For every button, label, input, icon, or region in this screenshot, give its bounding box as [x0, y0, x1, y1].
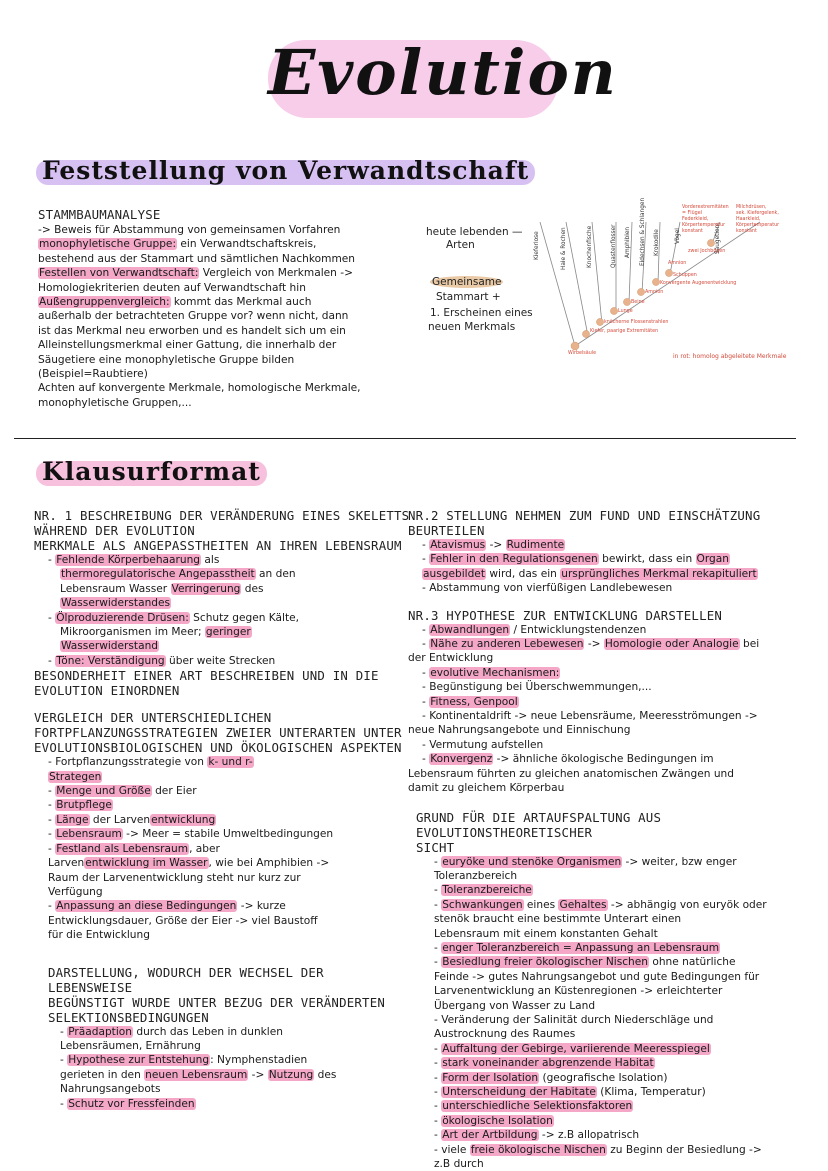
note-stammart: Stammart + — [436, 291, 501, 303]
taxon-5: Eidechsen & Schlangen — [640, 197, 646, 266]
cladogram — [420, 196, 815, 372]
taxon-1: Haie & Rochen — [561, 227, 567, 270]
right-column — [408, 508, 812, 1171]
section-heading-klausurformat: Klausurformat — [36, 457, 267, 486]
title-area — [268, 32, 618, 122]
dar-list: - Präadaption durch das Leben in dunklen Lebensräumen, Ernährung - Hypothese zur Entstehung: Nymphenstadien gerieten in den neuen Lebensraum -> Nutzung des Nahrungsangebots - Schutz vor Fressfeinden — [60, 1025, 337, 1110]
stammbaum-block — [38, 207, 408, 410]
mammal-trait-4: konstant — [736, 229, 757, 234]
trait-5: Amnion — [645, 290, 664, 295]
page-title: Evolution — [268, 36, 618, 109]
note-arten: Arten — [446, 239, 475, 251]
taxon-0: Kieferlose — [534, 231, 540, 260]
nr3-list: - Abwandlungen / Entwicklungstendenzen - Nähe zu anderen Lebewesen -> Homologie oder Analogie bei der Entwicklung - evolutive Mechanismen: - Begünstigung bei Überschwemmungen,... - Fitness, Genpool - Kontinentaldrift -> neue Lebensräume, Meeresströmungen -> neue Nahrungsangebote und Einnischung - Vermutung aufstellen - Konvergenz -> ähnliche ökologische Bedingungen im Lebensraum führten zu gleichen anatomischen Zwängen und damit zu gleichem Körperbau — [408, 623, 760, 795]
note-gemeinsame: Gemeinsame — [432, 276, 502, 288]
section-heading-verwandtschaft: Feststellung von Verwandtschaft — [36, 156, 535, 185]
note-erscheinen: 1. Erscheinen eines — [430, 307, 533, 319]
trait-4: Beine — [631, 300, 645, 305]
trait-amnion: Amnion — [668, 261, 687, 266]
bird-trait-4: konstant — [682, 229, 703, 234]
grund-list: - euryöke und stenöke Organismen -> weiter, bzw enger Toleranzbereich - Toleranzbereiche - Schwankungen eines Gehaltes -> abhängig von euryök oder stenök braucht eine bestimmte Unterart einen Lebensraum mit einem konstanten Gehalt - enger Toleranzbereich = Anpassung an Lebensraum - Besiedlung freier ökologischer Nischen ohne natürliche Feinde -> gutes Nahrungsangebot und gute Bedingungen für Larvenentwicklung an Küstenregionen -> erleichterter Übergang von Wasser zu Land - Veränderung der Salinität durch Niederschläge und Austrocknung des Raumes - Auffaltung der Gebirge, variierende Meeresspiegel - stark voneinander abgrenzende Habitat - Form der Isolation (geografische Isolation) - Unterscheidung der Habitate (Klima, Temperatur) - unterschiedliche Selektionsfaktoren - ökologische Isolation - Art der Artbildung -> z.B allopatrisch - viele freie ökologische Nischen zu Beginn der Besiedlung -> z.B durch — [434, 855, 767, 1171]
taxon-3: Quastenflosser — [611, 224, 617, 268]
taxon-2: Knochenfische — [587, 225, 593, 268]
trait-0: Wirbelsäule — [568, 351, 597, 356]
taxon-4: Amphibien — [625, 226, 631, 258]
mammal-trait-2: Haarkleid, — [736, 217, 761, 222]
note-heute: heute lebenden — — [426, 226, 523, 238]
bird-trait-3: Körpertemperatur — [682, 223, 726, 228]
bird-trait-0: Vorderextremitäten — [682, 205, 729, 210]
nr3-title: NR.3 HYPOTHESE ZUR ENTWICKLUNG DARSTELLEN — [408, 607, 723, 623]
nr2-title: NR.2 STELLUNG NEHMEN ZUM FUND UND EINSCHÄTZUNG BEURTEILEN — [408, 508, 761, 538]
stammbaum-text: -> Beweis für Abstammung von gemeinsamen Vorfahren monophyletische Gruppe: ein Verwandtschaftskreis, bestehend aus der Stammart und sämtlichen Nachkommen Festellen von Verwandtschaft: Vergleich von Merkmalen -> Homologiekriterien deuten auf Verwandtschaft hin Außengruppenvergleich: kommt das Merkmal auch außerhalb der betrachteten Gruppe vor? wenn nicht, dann ist das Merkmal neu erworben und es handelt sich um ein Alleinstellungsmerkmal einer Gattung, die innerhalb der Säugetiere eine monophyletische Gruppe bilden (Beispiel=Raubtiere) Achten auf konvergente Merkmale, homologische Merkmale, monophyletische Gruppen,... — [38, 224, 361, 409]
taxon-7: Vögel — [675, 228, 681, 244]
trait-1: Kiefer, paarige Extremitäten — [590, 329, 659, 334]
taxon-6: Krokodile — [654, 229, 660, 256]
nr1-list: - Fehlende Körperbehaarung als thermoregulatorische Angepasstheit an den Lebensraum Wasser Verringerung des Wasserwiderstandes - Ölproduzierende Drüsen: Schutz gegen Kälte, Mikroorganismen im Meer; geringer Wasserwiderstand - Töne: Verständigung über weite Strecken — [48, 554, 300, 667]
cladogram-tree — [420, 196, 815, 372]
mammal-trait-3: Körpertemperatur — [736, 223, 780, 228]
trait-7: Schuppen — [673, 273, 697, 278]
note-merkmal: neuen Merkmals — [428, 321, 516, 333]
cladogram-caption: in rot: homolog abgeleitete Merkmale — [673, 353, 787, 360]
nr2-list: - Atavismus -> Rudimente - Fehler in den Regulationsgenen bewirkt, dass ein Organ ausgebildet wird, das ein ursprüngliches Merkmal rekapituliert - Abstammung von vierfüßigen Landlebewesen — [422, 539, 757, 595]
bird-trait-1: = Flügel — [682, 211, 703, 216]
left-column — [34, 508, 410, 1111]
bird-trait-2: Federkleid, — [682, 217, 709, 222]
trait-6: Konvergente Augenentwicklung — [660, 281, 737, 286]
cmp-list: - Fortpflanzungsstrategie von k- und r- Strategen - Menge und Größe der Eier - Brutpflege - Länge der Larvenentwicklung - Lebensraum -> Meer = stabile Umweltbedingungen - Festland als Lebensraum, aber Larvenentwicklung im Wasser, wie bei Amphibien -> Raum der Larvenentwicklung steht nur kurz zur Verfügung - Anpassung an diese Bedingungen -> kurze Entwicklungsdauer, Größe der Eier -> viel Baustoff für die Entwicklung — [48, 756, 334, 942]
cmp-title: VERGLEICH DER UNTERSCHIEDLICHEN FORTPFLANZUNGSSTRATEGIEN ZWEIER UNTERARTEN UNTER EVOLUTIONSBIOLOGISCHEN UND ÖKOLOGISCHEN ASPEKTEN — [34, 710, 402, 756]
nr1-title: NR. 1 BESCHREIBUNG DER VERÄNDERUNG EINES SKELETTS WÄHREND DER EVOLUTION MERKMALE ALS ANGEPASSTHEITEN AN IHREN LEBENSRAUM — [34, 508, 410, 553]
trait-2: knöcherne Flossenstrahlen — [604, 320, 669, 325]
nr1-extra-title: BESONDERHEIT EINER ART BESCHREIBEN UND IN DIE EVOLUTION EINORDNEN — [34, 668, 379, 699]
dar-title: DARSTELLUNG, WODURCH DER WECHSEL DER LEBENSWEISE BEGÜNSTIGT WURDE UNTER BEZUG DER VERÄNDERTEN SELEKTIONSBEDINGUNGEN — [48, 964, 386, 1025]
taxon-8: Säugetiere — [715, 222, 721, 254]
section-divider — [14, 438, 796, 439]
trait-3: Lunge — [618, 309, 633, 314]
grund-title: GRUND FÜR DIE ARTAUFSPALTUNG AUS EVOLUTIONSTHEORETISCHER SICHT — [416, 809, 662, 855]
stammbaum-subheading: STAMMBAUMANALYSE — [38, 207, 161, 222]
mammal-trait-1: sek. Kiefergelenk, — [736, 211, 779, 216]
mammal-trait-0: Milchdrüsen, — [736, 205, 767, 210]
trait-hole: zwei Jochbögen — [688, 249, 726, 254]
